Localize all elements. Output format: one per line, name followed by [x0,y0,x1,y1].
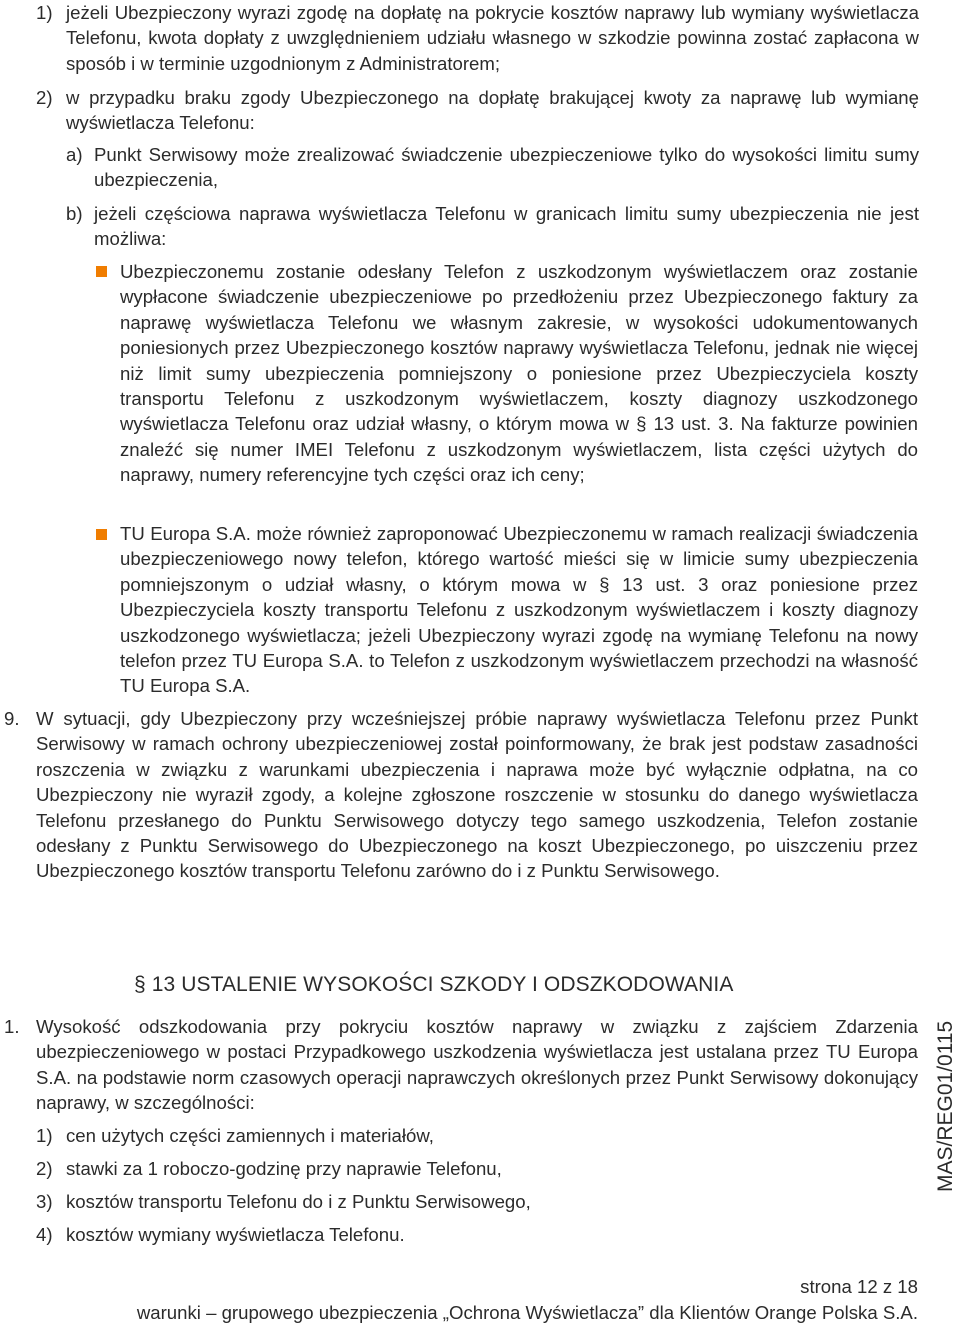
list-item-text: jeżeli Ubezpieczony wyrazi zgodę na dopłatę na pokrycie kosztów naprawy lub wymiany wyświetlacza Telefonu, kwota dopłaty z uwzględnieniem udziału własnego w szkodzie powinna zostać zapłacona w sposób i w terminie uzgodnionym z Administratorem; [66,2,919,74]
list-number: 2) [36,87,53,108]
list-number: 3) [36,1191,53,1212]
sublist-item-text: jeżeli częściowa naprawa wyświetlacza Telefonu w granicach limitu sumy ubezpieczenia nie jest możliwa: [94,203,919,250]
orange-square-bullet-icon [96,529,107,540]
list-item-text: stawki za 1 roboczo-godzinę przy naprawie Telefonu, [66,1158,502,1179]
sublist-letter: a) [66,144,83,165]
list-item-text: w przypadku braku zgody Ubezpieczonego na dopłatę brakującej kwoty za naprawę lub wymianę wyświetlacza Telefonu: [66,87,919,134]
bullet-item-text: TU Europa S.A. może również zaproponować Ubezpieczonemu w ramach realizacji świadczenia ubezpieczeniowego nowy telefon, którego wartość mieści się w limicie sumy ubezpieczenia pomniejszonym o udział własny, o którym mowa w § 13 ust. 3 oraz poniesione przez Ubezpieczyciela koszty transportu Telefonu z uszkodzonym wyświetlaczem i koszty diagnozy uszkodzonego wyświetlacza; jeżeli Ubezpieczony wyrazi zgodę na wymianę Telefonu na nowy telefon przez TU Europa S.A. to Telefon z uszkodzonym wyświetlaczem przechodzi na własność TU Europa S.A. [120,523,918,697]
list-item-text: kosztów wymiany wyświetlacza Telefonu. [66,1224,405,1245]
list-number: 1) [36,1125,53,1146]
sublist-item-text: Punkt Serwisowy może zrealizować świadczenie ubezpieczeniowe tylko do wysokości limitu sumy ubezpieczenia, [94,144,919,191]
document-code: MAS/REG01/0115 [934,1020,957,1192]
point-number: 1. [4,1016,20,1037]
orange-square-bullet-icon [96,266,107,277]
list-number: 4) [36,1224,53,1245]
point-number: 9. [4,708,20,729]
section-heading: § 13 USTALENIE WYSOKOŚCI SZKODY I ODSZKODOWANIA [134,973,734,996]
list-item-text: cen użytych części zamiennych i materiałów, [66,1125,434,1146]
sublist-letter: b) [66,203,83,224]
point-text: Wysokość odszkodowania przy pokryciu kosztów naprawy w związku z zajściem Zdarzenia ubezpieczeniowego w postaci Przypadkowego uszkodzenia wyświetlacza jest ustalana przez TU Europa S.A. na podstawie norm czasowych operacji naprawczych określonych przez Punkt Serwisowy dokonujący naprawy, w szczególności: [36,1016,918,1114]
bullet-item-text: Ubezpieczonemu zostanie odesłany Telefon z uszkodzonym wyświetlaczem oraz zostanie wypłacone świadczenie ubezpieczeniowe po przedłożeniu przez Ubezpieczonego faktury za naprawę wyświetlacza Telefonu we własnym zakresie, w wysokości udokumentowanych poniesionych przez Ubezpieczonego kosztów naprawy wyświetlacza Telefonu, jednak nie więcej niż limit sumy ubezpieczenia pomniejszony o poniesione przez Ubezpieczyciela koszty transportu Telefonu z uszkodzonym wyświetlaczem, koszty diagnozy uszkodzonego wyświetlacza Telefonu oraz udział własny, o którym mowa w § 13 ust. 3. Na fakturze powinien znaleźć się numer IMEI Telefonu z uszkodzonym wyświetlaczem, lista części użytych do naprawy, numery referencyjne tych części oraz ich ceny; [120,261,918,486]
page-number: strona 12 z 18 [800,1276,918,1297]
list-number: 2) [36,1158,53,1179]
point-text: W sytuacji, gdy Ubezpieczony przy wcześniejszej próbie naprawy wyświetlacza Telefonu przez Punkt Serwisowy w ramach ochrony ubezpieczeniowej został poinformowany, że brak jest podstaw zasadności roszczenia w związku z warunkami ubezpieczenia i naprawa może być wyłącznie odpłatna, na co Ubezpieczony nie wyraził zgody, a kolejne zgłoszone roszczenie w stosunku do danego wyświetlacza Telefonu przesłanego do Punktu Serwisowego dotyczy tego samego uszkodzenia, Telefon zostanie odesłany z Punktu Serwisowego do Ubezpieczonego na koszt Ubezpieczonego, po uiszczeniu przez Ubezpieczonego kosztów transportu Telefonu zarówno do i z Punktu Serwisowego. [36,708,918,882]
list-item-text: kosztów transportu Telefonu do i z Punktu Serwisowego, [66,1191,531,1212]
list-number: 1) [36,2,53,23]
footer-title: warunki – grupowego ubezpieczenia „Ochrona Wyświetlacza” dla Klientów Orange Polska S.A. [136,1302,918,1323]
